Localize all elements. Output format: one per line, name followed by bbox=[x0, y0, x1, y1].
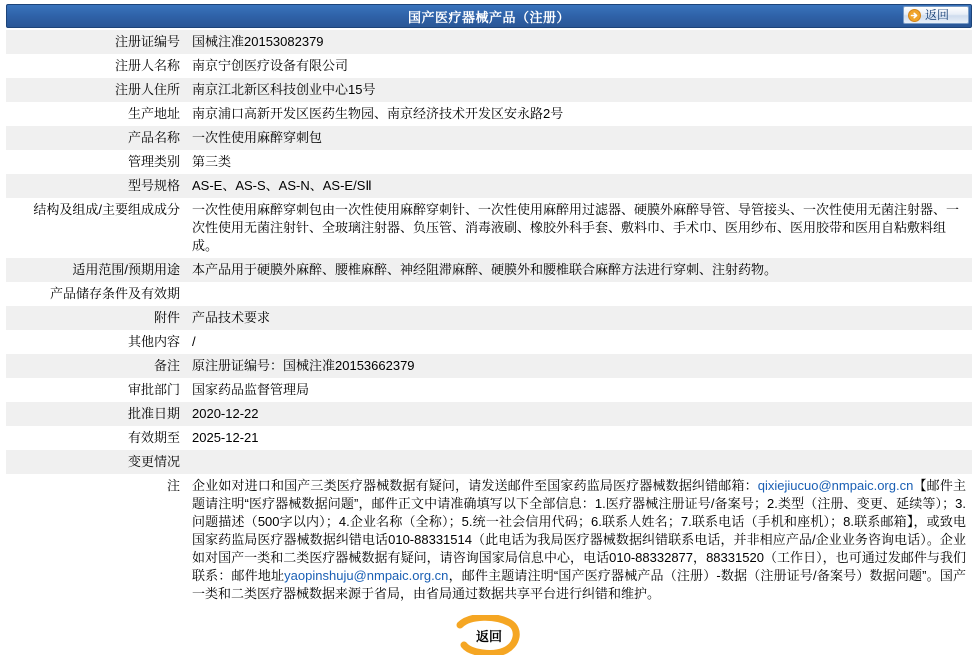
field-value: 南京浦口高新开发区医药生物园、南京经济技术开发区安永路2号 bbox=[186, 102, 972, 126]
field-value: 国械注准20153082379 bbox=[186, 30, 972, 54]
field-value: 产品技术要求 bbox=[186, 306, 972, 330]
field-value: / bbox=[186, 330, 972, 354]
field-value bbox=[186, 282, 972, 306]
page-title: 国产医疗器械产品（注册） bbox=[407, 9, 570, 25]
back-button[interactable] bbox=[903, 6, 969, 24]
footer-back-button[interactable] bbox=[456, 615, 522, 655]
field-label: 其他内容 bbox=[6, 330, 186, 354]
field-label: 管理类别 bbox=[6, 150, 186, 174]
field-label: 附件 bbox=[6, 306, 186, 330]
table-row bbox=[6, 354, 972, 378]
field-value: 2025-12-21 bbox=[186, 426, 972, 450]
table-row bbox=[6, 258, 972, 282]
table-row bbox=[6, 198, 972, 258]
footer bbox=[6, 612, 972, 658]
field-label: 注册人住所 bbox=[6, 78, 186, 102]
field-label: 注册人名称 bbox=[6, 54, 186, 78]
field-label: 备注 bbox=[6, 354, 186, 378]
note-label: 注 bbox=[6, 474, 186, 606]
field-label: 生产地址 bbox=[6, 102, 186, 126]
field-value: 2020-12-22 bbox=[186, 402, 972, 426]
field-value: 第三类 bbox=[186, 150, 972, 174]
note-value bbox=[186, 474, 972, 606]
field-value: 南京江北新区科技创业中心15号 bbox=[186, 78, 972, 102]
title-bar bbox=[6, 4, 972, 28]
table-row bbox=[6, 150, 972, 174]
field-value: 一次性使用麻醉穿刺包由一次性使用麻醉穿刺针、一次性使用麻醉用过滤器、硬膜外麻醉导管、导管接头、一次性使用无菌注射器、一次性使用无菌注射针、全玻璃注射器、负压管、消毒液刷、橡胶外科手套、敷料巾、手术巾、医用纱布、医用胶带和医用自粘敷料组成。 bbox=[186, 198, 972, 258]
field-value: 国家药品监督管理局 bbox=[186, 378, 972, 402]
table-row bbox=[6, 450, 972, 474]
table-row bbox=[6, 378, 972, 402]
field-label: 适用范围/预期用途 bbox=[6, 258, 186, 282]
note-text: ，邮件主题请注明“国产医疗器械产品（注册）-数据（注册证号/备案号）数据问题”。国产一类和二类医疗器械数据来源于省局，由省局通过数据共享平台进行纠错和维护。 bbox=[192, 568, 966, 601]
field-value: 南京宁创医疗设备有限公司 bbox=[186, 54, 972, 78]
note-text: 企业如对进口和国产三类医疗器械数据有疑问，请发送邮件至国家药监局医疗器械数据纠错邮箱： bbox=[192, 478, 758, 493]
table-row bbox=[6, 402, 972, 426]
field-label: 注册证编号 bbox=[6, 30, 186, 54]
field-value: 本产品用于硬膜外麻醉、腰椎麻醉、神经阻滞麻醉、硬膜外和腰椎联合麻醉方法进行穿刺、注射药物。 bbox=[186, 258, 972, 282]
table-row bbox=[6, 54, 972, 78]
footer-back-label: 返回 bbox=[475, 628, 502, 644]
field-label: 型号规格 bbox=[6, 174, 186, 198]
arrow-right-icon bbox=[908, 9, 921, 22]
back-button-label: 返回 bbox=[925, 8, 950, 22]
field-label: 有效期至 bbox=[6, 426, 186, 450]
field-label: 结构及组成/主要组成成分 bbox=[6, 198, 186, 258]
field-label: 产品储存条件及有效期 bbox=[6, 282, 186, 306]
field-label: 产品名称 bbox=[6, 126, 186, 150]
field-value: 原注册证编号：国械注准20153662379 bbox=[186, 354, 972, 378]
field-value: 一次性使用麻醉穿刺包 bbox=[186, 126, 972, 150]
email-link[interactable]: qixiejiucuo@nmpaic.org.cn bbox=[757, 478, 914, 493]
table-row bbox=[6, 282, 972, 306]
field-label: 审批部门 bbox=[6, 378, 186, 402]
table-row bbox=[6, 78, 972, 102]
table-row bbox=[6, 330, 972, 354]
table-row bbox=[6, 426, 972, 450]
email-link[interactable]: yaopinshuju@nmpaic.org.cn bbox=[284, 568, 449, 583]
field-value bbox=[186, 450, 972, 474]
field-value: AS-E、AS-S、AS-N、AS-E/SⅡ bbox=[186, 174, 972, 198]
table-row bbox=[6, 102, 972, 126]
table-row bbox=[6, 126, 972, 150]
table-row bbox=[6, 30, 972, 54]
table-row bbox=[6, 174, 972, 198]
note-text: 【邮件主题请注明“医疗器械数据问题”，邮件正文中请准确填写以下全部信息：1.医疗器械注册证号/备案号；2.类型（注册、变更、延续等）；3.问题描述（500字以内）；4.企业名称（全称）；5.统一社会信用代码；6.联系人姓名；7.联系电话（手机和座机）；8.联系邮箱】，或致电国家药监局医疗器械数据纠错电话010-88331514（此电话为我局医疗器械数据纠错联系电话，并非相应产品/企业业务咨询电话）。企业如对国产一类和二类医疗器械数据有疑问，请咨询国家局信息中心，电话010-88332877，88331520（工作日），也可通过发邮件与我们联系：邮件地址 bbox=[192, 478, 966, 583]
table-row-note bbox=[6, 474, 972, 606]
product-detail-table bbox=[6, 30, 972, 606]
table-row bbox=[6, 306, 972, 330]
field-label: 批准日期 bbox=[6, 402, 186, 426]
field-label: 变更情况 bbox=[6, 450, 186, 474]
